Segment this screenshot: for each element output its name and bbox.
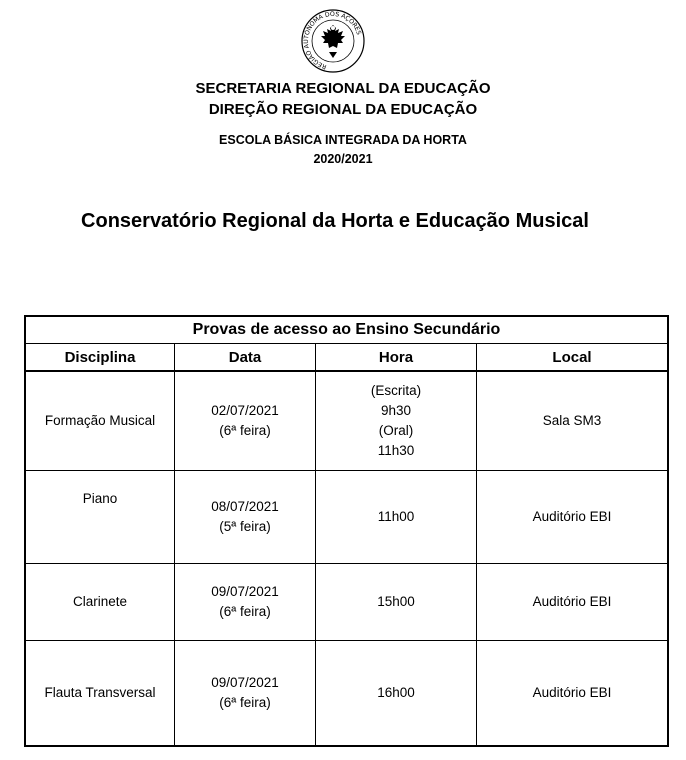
cell-hora-line: (Escrita) [370,383,422,398]
table-caption: Provas de acesso ao Ensino Secundário [25,316,668,344]
column-header-data: Data [175,344,316,372]
cell-date: 08/07/2021 [211,499,279,514]
cell-local: Auditório EBI [477,471,669,564]
cell-data [175,371,316,471]
table-caption-row [25,316,668,344]
cell-data [175,564,316,641]
cell-disciplina: Flauta Transversal [25,641,175,747]
cell-data [175,471,316,564]
cell-disciplina: Formação Musical [25,371,175,471]
cell-hora: 15h00 [316,564,477,641]
cell-date: 09/07/2021 [211,584,279,599]
cell-weekday: (6ª feira) [219,604,271,619]
page-title: Conservatório Regional da Horta e Educação Musical [81,210,589,232]
cell-hora-line: 9h30 [380,403,412,418]
svg-text:REGIÃO AUTÓNOMA DOS AÇORES: REGIÃO AUTÓNOMA DOS AÇORES [302,10,363,71]
cell-hora-line: 11h30 [377,443,415,458]
table-row [25,371,668,471]
header-line-year: 2020/2021 [313,152,373,166]
cell-date: 09/07/2021 [211,675,279,690]
cell-weekday: (5ª feira) [219,519,271,534]
column-header-local: Local [477,344,669,372]
column-header-disciplina: Disciplina [25,344,175,372]
cell-disciplina: Piano [25,471,175,564]
cell-date: 02/07/2021 [211,403,279,418]
cell-hora: 11h00 [316,471,477,564]
header-school [0,131,686,169]
header-ministry [0,78,686,120]
cell-data [175,641,316,747]
exam-schedule-table [24,315,669,747]
cell-hora: 16h00 [316,641,477,747]
column-header-hora: Hora [316,344,477,372]
header-line-secretaria: SECRETARIA REGIONAL DA EDUCAÇÃO [195,80,491,97]
table-row [25,471,668,564]
cell-local: Auditório EBI [477,564,669,641]
header-line-direcao: DIREÇÃO REGIONAL DA EDUCAÇÃO [208,101,478,118]
cell-local: Auditório EBI [477,641,669,747]
table-row [25,564,668,641]
cell-weekday: (6ª feira) [219,423,271,438]
cell-disciplina: Clarinete [25,564,175,641]
cell-hora-line: (Oral) [378,423,414,438]
table-row [25,641,668,747]
table-header-row [25,344,668,372]
azores-seal-logo [300,8,366,74]
header-line-escola: ESCOLA BÁSICA INTEGRADA DA HORTA [219,133,467,147]
cell-hora [316,371,477,471]
cell-local: Sala SM3 [477,371,669,471]
cell-weekday: (6ª feira) [219,695,271,710]
